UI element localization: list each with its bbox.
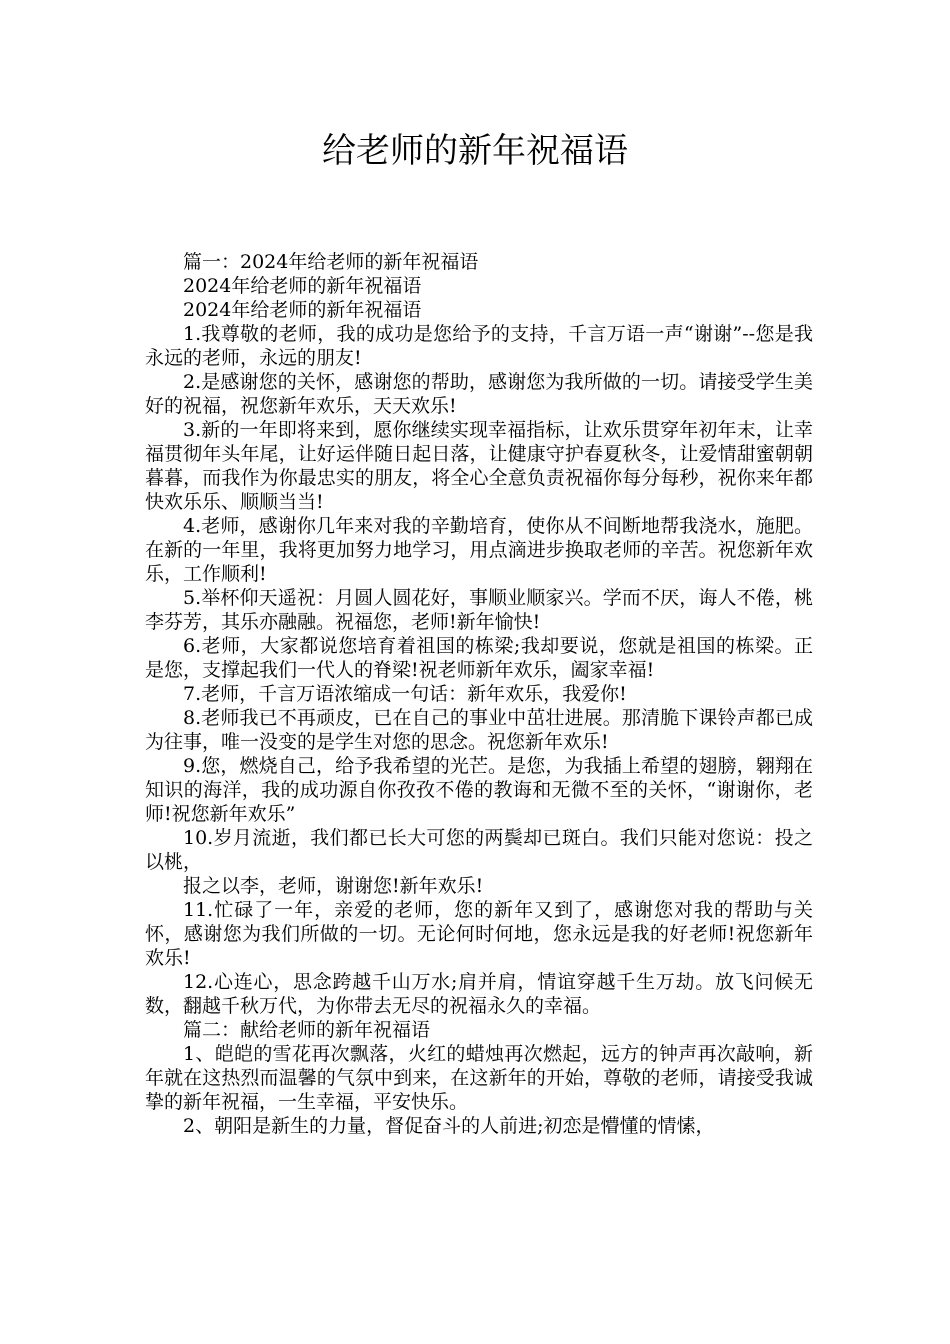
document-body xyxy=(145,250,813,1138)
paragraph: 1、皑皑的雪花再次飘落，火红的蜡烛再次燃起，远方的钟声再次敲响，新年就在这热烈而温馨的气氛中到来，在这新年的开始，尊敬的老师，请接受我诚挚的新年祝福，一生幸福，平安快乐。 xyxy=(145,1043,813,1113)
paragraph: 2、朝阳是新生的力量，督促奋斗的人前进;初恋是懵懂的情愫， xyxy=(183,1115,715,1137)
paragraph: 8.老师我已不再顽皮，已在自己的事业中茁壮进展。那清脆下课铃声都已成为往事，唯一没变的是学生对您的思念。祝您新年欢乐! xyxy=(145,707,813,753)
subtitle-line: 2024年给老师的新年祝福语 xyxy=(183,275,422,297)
paragraph: 2.是感谢您的关怀，感谢您的帮助，感谢您为我所做的一切。请接受学生美好的祝福，祝您新年欢乐，天天欢乐! xyxy=(145,371,813,417)
paragraph: 4.老师，感谢你几年来对我的辛勤培育，使你从不间断地帮我浇水，施肥。在新的一年里，我将更加努力地学习，用点滴进步换取老师的辛苦。祝您新年欢乐，工作顺利! xyxy=(145,515,813,585)
paragraph: 报之以李，老师，谢谢您!新年欢乐! xyxy=(183,875,484,897)
paragraph: 12.心连心，思念跨越千山万水;肩并肩，情谊穿越千生万劫。放飞问候无数，翻越千秋万代，为你带去无尽的祝福永久的幸福。 xyxy=(145,971,813,1017)
subtitle-line: 2024年给老师的新年祝福语 xyxy=(183,299,422,321)
paragraph: 6.老师，大家都说您培育着祖国的栋梁;我却要说，您就是祖国的栋梁。正是您，支撑起我们一代人的脊梁!祝老师新年欢乐，阖家幸福! xyxy=(145,635,813,681)
paragraph: 1.我尊敬的老师，我的成功是您给予的支持，千言万语一声“谢谢”--您是我永远的老师，永远的朋友! xyxy=(145,323,813,369)
paragraph: 10.岁月流逝，我们都已长大可您的两鬓却已斑白。我们只能对您说：投之以桃， xyxy=(145,827,813,873)
paragraph: 3.新的一年即将来到，愿你继续实现幸福指标，让欢乐贯穿年初年末，让幸福贯彻年头年尾，让好运伴随日起日落，让健康守护春夏秋冬，让爱情甜蜜朝朝暮暮，而我作为你最忠实的朋友，将全心全意负责祝福你每分每秒，祝你来年都快欢乐乐、顺顺当当! xyxy=(145,419,813,513)
section-heading-2: 篇二：献给老师的新年祝福语 xyxy=(183,1019,431,1041)
paragraph: 5.举杯仰天遥祝：月圆人圆花好，事顺业顺家兴。学而不厌，诲人不倦，桃李芬芳，其乐亦融融。祝福您，老师!新年愉快! xyxy=(145,587,813,633)
document-title: 给老师的新年祝福语 xyxy=(322,131,628,171)
paragraph: 9.您，燃烧自己，给予我希望的光芒。是您，为我插上希望的翅膀，翱翔在知识的海洋，我的成功源自你孜孜不倦的教诲和无微不至的关怀，“谢谢你，老师!祝您新年欢乐” xyxy=(145,755,813,825)
paragraph: 11.忙碌了一年，亲爱的老师，您的新年又到了，感谢您对我的帮助与关怀，感谢您为我们所做的一切。无论何时何地，您永远是我的好老师!祝您新年欢乐! xyxy=(145,899,813,969)
section-heading-1: 篇一：2024年给老师的新年祝福语 xyxy=(183,251,479,273)
paragraph: 7.老师，千言万语浓缩成一句话：新年欢乐，我爱你! xyxy=(183,683,627,705)
